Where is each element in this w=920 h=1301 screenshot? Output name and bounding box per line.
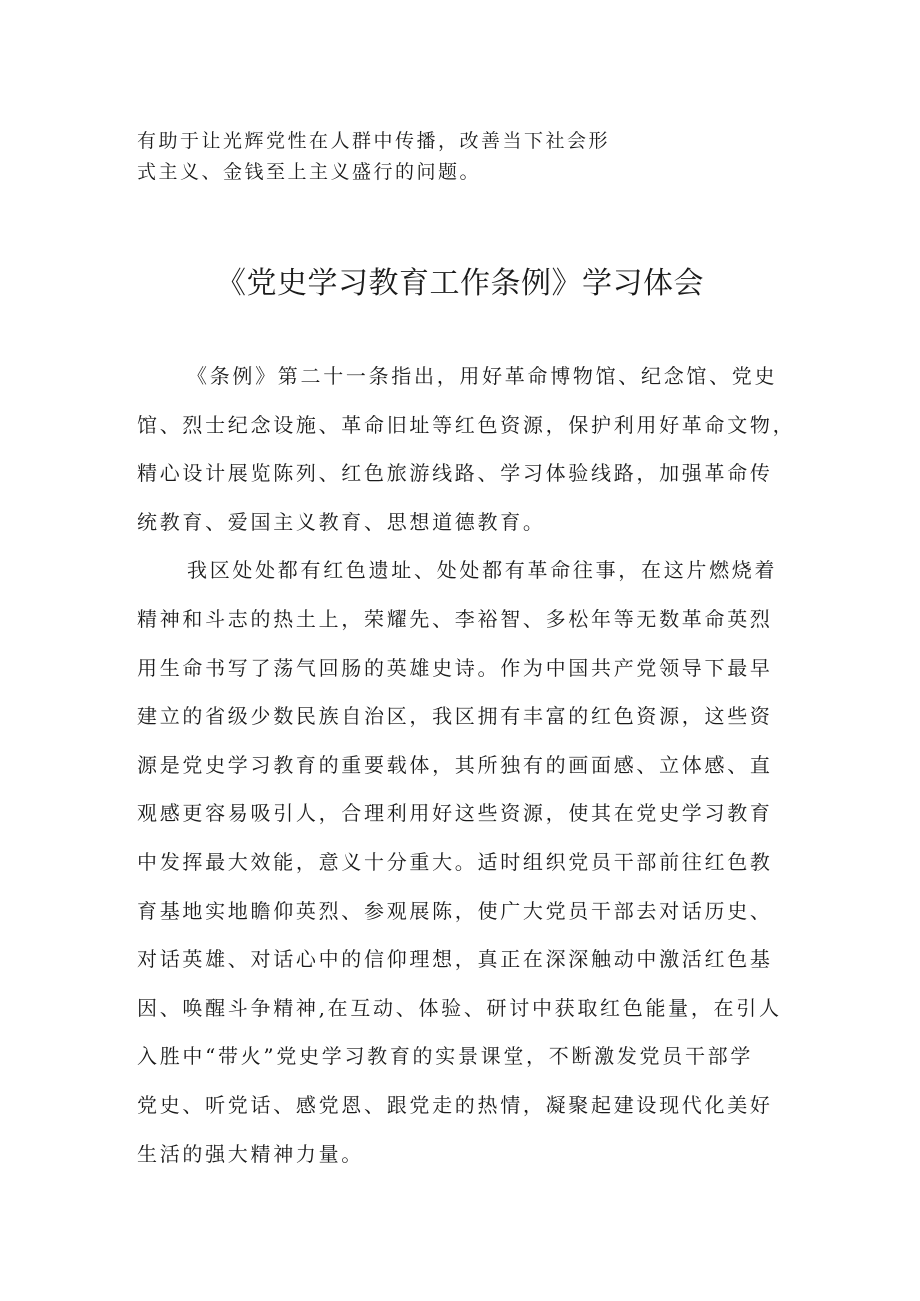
carryover-paragraph xyxy=(137,126,697,188)
carryover-line: 有助于让光辉党性在人群中传播，改善当下社会形 xyxy=(137,130,611,152)
paragraph-line: 精神和斗志的热土上，荣耀先、李裕智、多松年等无数革命英烈 xyxy=(137,606,773,631)
paragraph-2 xyxy=(137,546,795,1178)
paragraph-line: 入胜中“带火”党史学习教育的实景课堂，不断激发党员干部学 xyxy=(137,1044,754,1069)
article-title: 《党史学习教育工作条例》学习体会 xyxy=(216,266,704,301)
paragraph-line: 因、唤醒斗争精神,在互动、体验、研讨中获取红色能量，在引人 xyxy=(137,995,782,1020)
paragraph-line: 统教育、爱国主义教育、思想道德教育。 xyxy=(137,509,546,534)
carryover-line: 式主义、金钱至上主义盛行的问题。 xyxy=(137,161,482,183)
paragraph-line: 《条例》第二十一条指出，用好革命博物馆、纪念馆、党史 xyxy=(187,364,778,388)
paragraph-line: 观感更容易吸引人，合理利用好这些资源，使其在党史学习教育 xyxy=(137,801,773,826)
article-body xyxy=(137,352,795,1178)
paragraph-line: 中发挥最大效能，意义十分重大。适时组织党员干部前往红色教 xyxy=(137,849,773,874)
paragraph-line: 馆、烈士纪念设施、革命旧址等红色资源，保护利用好革命文物， xyxy=(137,412,796,437)
paragraph-1 xyxy=(137,352,795,546)
paragraph-line: 源是党史学习教育的重要载体，其所独有的画面感、立体感、直 xyxy=(137,752,773,777)
paragraph-line: 我区处处都有红色遗址、处处都有革命往事，在这片燃烧着 xyxy=(187,558,778,583)
paragraph-line: 用生命书写了荡气回肠的英雄史诗。作为中国共产党领导下最早 xyxy=(137,655,773,680)
paragraph-line: 育基地实地瞻仰英烈、参观展陈，使广大党员干部去对话历史、 xyxy=(137,898,773,923)
paragraph-line: 精心设计展览陈列、红色旅游线路、学习体验线路，加强革命传 xyxy=(137,461,773,486)
paragraph-line: 生活的强大精神力量。 xyxy=(137,1141,364,1166)
paragraph-line: 对话英雄、对话心中的信仰理想，真正在深深触动中激活红色基 xyxy=(137,947,773,972)
paragraph-line: 建立的省级少数民族自治区，我区拥有丰富的红色资源，这些资 xyxy=(137,704,773,729)
paragraph-line: 党史、听党话、感党恩、跟党走的热情，凝聚起建设现代化美好 xyxy=(137,1092,773,1117)
